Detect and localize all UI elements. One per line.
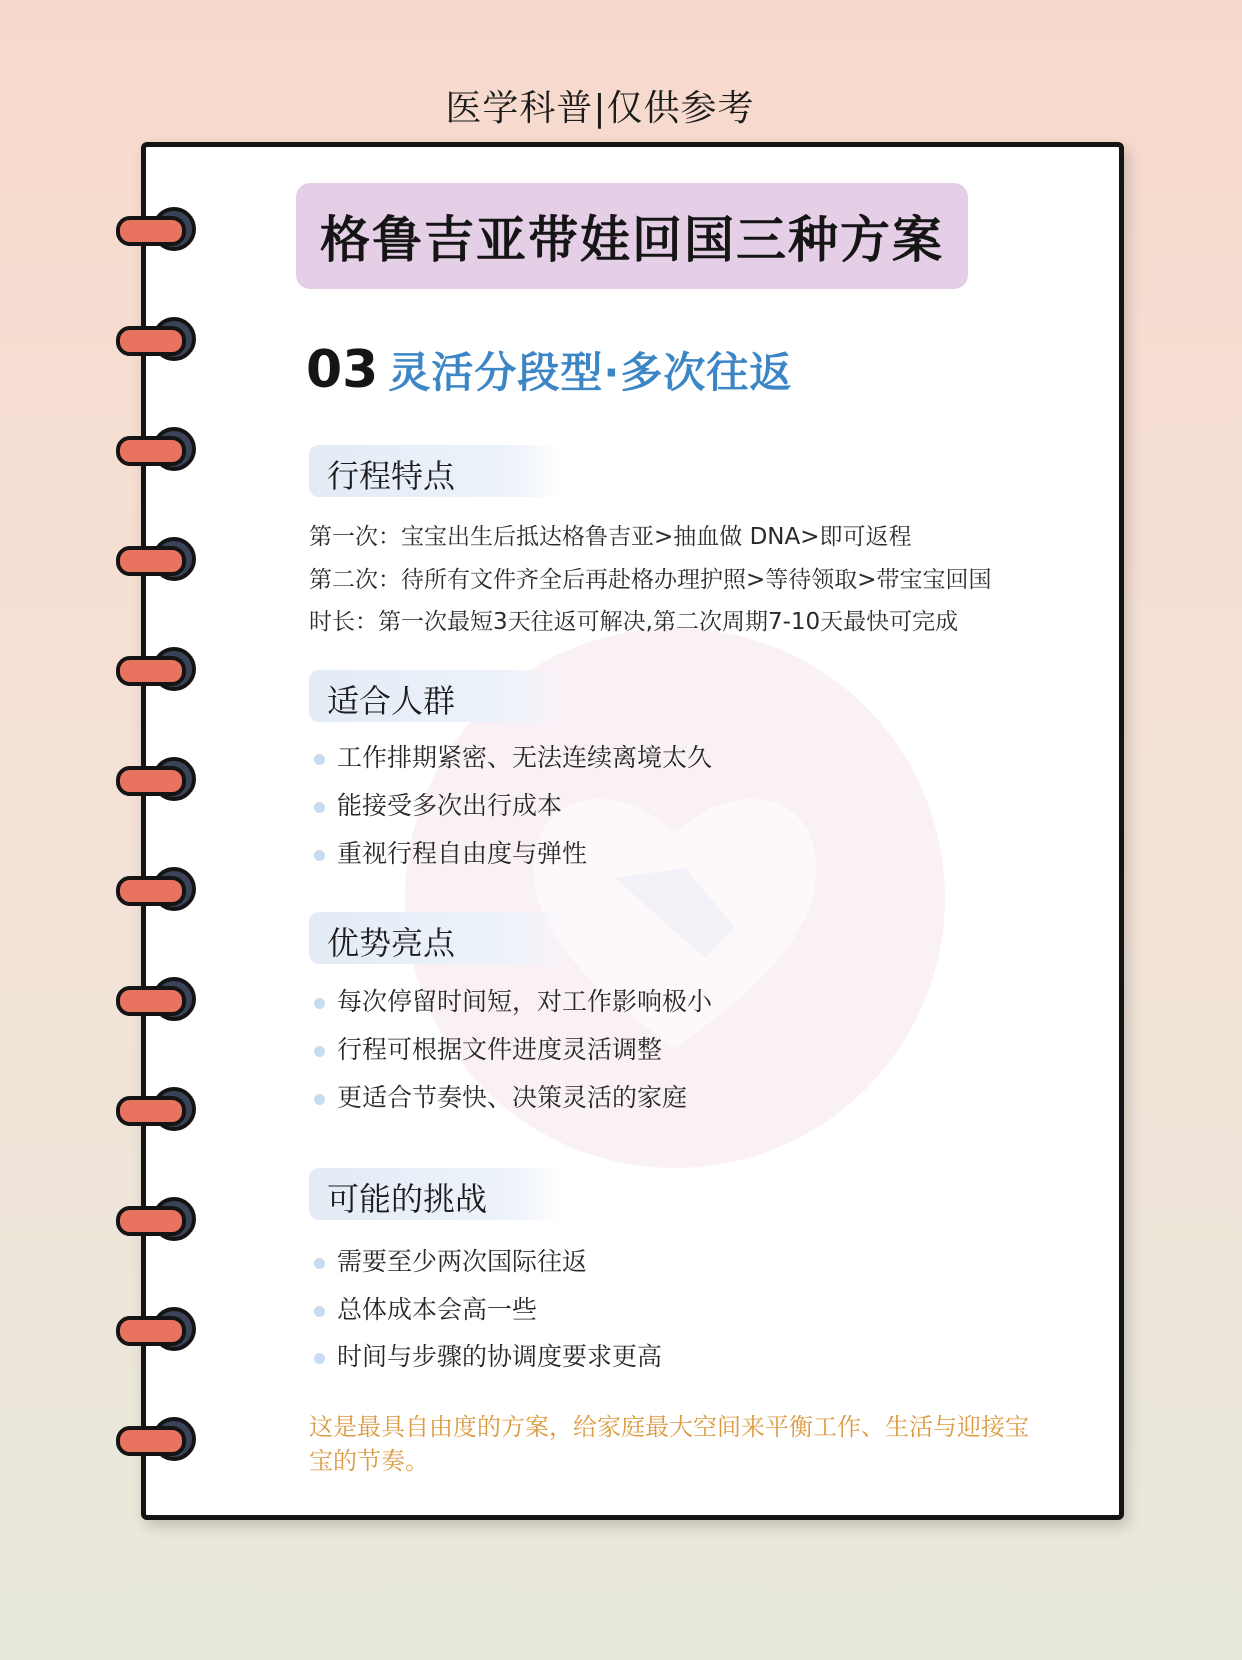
spiral-ring [116, 1195, 196, 1241]
spiral-ring [116, 975, 196, 1021]
bullet-dot-icon [314, 1306, 325, 1317]
bullet-dot-icon [314, 1353, 325, 1364]
section-heading-itinerary [309, 445, 563, 497]
ring-clip-icon [116, 876, 186, 906]
spiral-ring [116, 1305, 196, 1351]
ring-clip-icon [116, 656, 186, 686]
bullet-dot-icon [314, 1046, 325, 1057]
section-heading-label: 可能的挑战 [327, 1180, 488, 1218]
itinerary-line: 第二次：待所有文件齐全后再赴格办理护照>等待领取>带宝宝回国 [309, 567, 992, 593]
spiral-ring [116, 645, 196, 691]
list-item-text: 时间与步骤的协调度要求更高 [337, 1342, 663, 1371]
page-title: 格鲁吉亚带娃回国三种方案 [320, 211, 944, 269]
section-heading-advantages [309, 912, 563, 964]
list-item [314, 1242, 587, 1278]
ring-clip-icon [116, 766, 186, 796]
top-label: 医学科普|仅供参考 [445, 88, 755, 129]
plan-title: 灵活分段型·多次往返 [388, 348, 793, 397]
list-item-text: 每次停留时间短，对工作影响极小 [337, 987, 713, 1016]
section-heading-audience [309, 670, 563, 722]
list-item [314, 1290, 537, 1326]
itinerary-line: 第一次：宝宝出生后抵达格鲁吉亚>抽血做 DNA>即可返程 [309, 524, 912, 550]
bullet-dot-icon [314, 754, 325, 765]
spiral-ring [116, 535, 196, 581]
list-item-text: 重视行程自由度与弹性 [337, 839, 588, 868]
ring-clip-icon [116, 1426, 186, 1456]
list-item [314, 738, 712, 774]
ring-clip-icon [116, 986, 186, 1016]
list-item [314, 1078, 687, 1114]
spiral-ring [116, 1085, 196, 1131]
ring-clip-icon [116, 1206, 186, 1236]
spiral-ring [116, 865, 196, 911]
spiral-ring [116, 1415, 196, 1461]
list-item-text: 总体成本会高一些 [337, 1295, 538, 1324]
ring-clip-icon [116, 1316, 186, 1346]
section-heading-label: 行程特点 [327, 457, 456, 495]
list-item-text: 能接受多次出行成本 [337, 791, 563, 820]
ring-clip-icon [116, 216, 186, 246]
list-item-text: 需要至少两次国际往返 [337, 1247, 588, 1276]
list-item [314, 834, 587, 870]
plan-number: 03 [306, 340, 379, 400]
list-item-text: 行程可根据文件进度灵活调整 [337, 1035, 663, 1064]
closing-note: 这是最具自由度的方案，给家庭最大空间来平衡工作、生活与迎接宝宝的节奏。 [309, 1413, 1029, 1475]
spiral-ring [116, 315, 196, 361]
title-banner [296, 183, 968, 289]
spiral-ring [116, 755, 196, 801]
spiral-ring [116, 425, 196, 471]
section-heading-label: 适合人群 [327, 682, 456, 720]
bullet-dot-icon [314, 802, 325, 813]
list-item-text: 工作排期紧密、无法连续离境太久 [337, 743, 713, 772]
bullet-dot-icon [314, 998, 325, 1009]
ring-clip-icon [116, 546, 186, 576]
spiral-ring [116, 205, 196, 251]
bullet-dot-icon [314, 1258, 325, 1269]
list-item [314, 982, 712, 1018]
section-heading-challenges [309, 1168, 563, 1220]
ring-clip-icon [116, 436, 186, 466]
itinerary-line: 时长：第一次最短3天往返可解决,第二次周期7-10天最快可完成 [309, 609, 959, 635]
ring-clip-icon [116, 326, 186, 356]
bullet-dot-icon [314, 1094, 325, 1105]
list-item [314, 786, 562, 822]
list-item [314, 1030, 662, 1066]
list-item [314, 1337, 662, 1373]
bullet-dot-icon [314, 850, 325, 861]
ring-clip-icon [116, 1096, 186, 1126]
list-item-text: 更适合节奏快、决策灵活的家庭 [337, 1083, 688, 1112]
section-heading-label: 优势亮点 [327, 924, 456, 962]
plan-heading [306, 340, 792, 410]
